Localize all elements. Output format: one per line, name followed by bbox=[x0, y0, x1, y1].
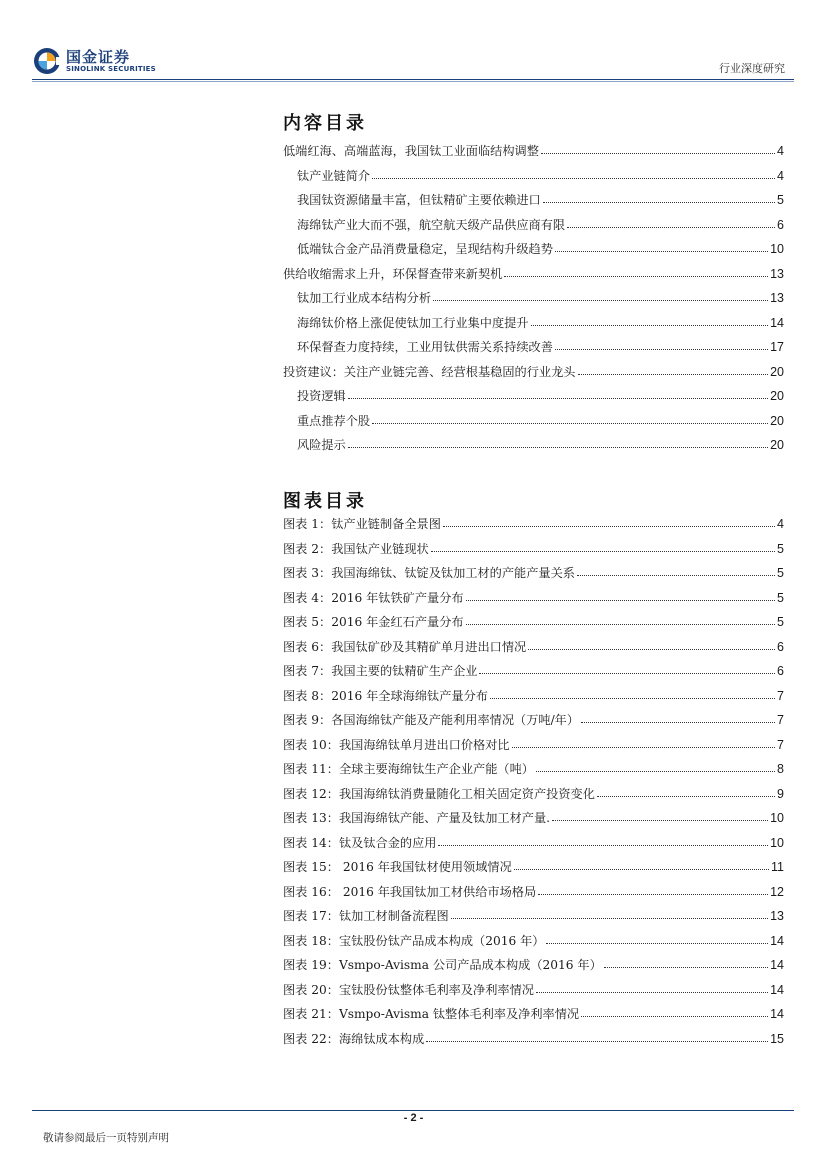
dot-leader bbox=[546, 933, 768, 944]
figure-entry-page: 11 bbox=[771, 860, 784, 874]
figure-entry-label: 图表 20：宝钛股份钛整体毛利率及净利率情况 bbox=[283, 982, 534, 997]
dot-leader bbox=[543, 192, 775, 203]
dot-leader bbox=[555, 241, 768, 252]
dot-leader bbox=[512, 737, 775, 748]
figure-entry-page: 10 bbox=[770, 811, 784, 825]
figure-entry-label: 图表 6：我国钛矿砂及其精矿单月进出口情况 bbox=[283, 639, 527, 654]
dot-leader bbox=[552, 810, 768, 821]
dot-leader bbox=[372, 413, 768, 424]
figure-entry[interactable] bbox=[283, 858, 784, 883]
figure-entry[interactable] bbox=[283, 932, 784, 957]
dot-leader bbox=[443, 516, 775, 527]
toc-entry-label: 钛产业链简介 bbox=[297, 168, 371, 183]
toc-entry-page: 4 bbox=[777, 144, 784, 158]
dot-leader bbox=[466, 614, 775, 625]
figure-entry-page: 8 bbox=[777, 762, 784, 776]
figure-entry[interactable] bbox=[283, 662, 784, 687]
toc-entry-label: 我国钛资源储量丰富，但钛精矿主要依赖进口 bbox=[297, 193, 541, 207]
dot-leader bbox=[451, 908, 768, 919]
toc-entry[interactable] bbox=[283, 436, 784, 461]
dot-leader bbox=[567, 217, 775, 228]
sinolink-logo-icon bbox=[32, 46, 62, 76]
toc-entry[interactable] bbox=[283, 216, 784, 241]
figure-entry-page: 7 bbox=[777, 713, 784, 727]
figure-entry-page: 5 bbox=[777, 541, 784, 556]
dot-leader bbox=[514, 859, 769, 870]
toc-entry[interactable] bbox=[283, 265, 784, 290]
figure-entry-label: 图表 22：海绵钛成本构成 bbox=[283, 1031, 425, 1046]
figure-entry-page: 14 bbox=[770, 958, 784, 972]
figure-entry[interactable] bbox=[283, 515, 784, 540]
toc-entry-page: 13 bbox=[770, 266, 784, 281]
toc-entry-page: 13 bbox=[770, 291, 784, 305]
figure-entry[interactable] bbox=[283, 736, 784, 761]
figure-entry-page: 5 bbox=[777, 615, 784, 629]
header-divider-secondary bbox=[32, 81, 794, 82]
toc-entry[interactable] bbox=[283, 363, 784, 388]
dot-leader bbox=[528, 639, 775, 650]
toc-entry-label: 供给收缩需求上升，环保督查带来新契机 bbox=[283, 266, 503, 281]
logo-chinese-name: 国金证券 bbox=[66, 48, 131, 66]
header-divider bbox=[32, 79, 794, 80]
dot-leader bbox=[479, 663, 775, 674]
toc-entry-label: 环保督查力度持续，工业用钛供需关系持续改善 bbox=[297, 340, 553, 354]
figure-entry[interactable] bbox=[283, 956, 784, 981]
figure-entry-page: 15 bbox=[770, 1031, 784, 1046]
figure-entry[interactable] bbox=[283, 981, 784, 1006]
figure-entry[interactable] bbox=[283, 1005, 784, 1030]
figure-entry-label: 图表 4：2016 年钛铁矿产量分布 bbox=[283, 590, 464, 605]
figure-entry[interactable] bbox=[283, 613, 784, 638]
toc-entry-label: 风险提示 bbox=[297, 438, 346, 452]
figure-entry-page: 9 bbox=[777, 786, 784, 801]
figure-entry-page: 14 bbox=[770, 1007, 784, 1021]
toc-entry-label: 海绵钛产业大而不强，航空航天级产品供应商有限 bbox=[297, 217, 566, 232]
dot-leader bbox=[372, 168, 775, 179]
figure-entry[interactable] bbox=[283, 907, 784, 932]
toc-entry-page: 4 bbox=[777, 168, 784, 183]
dot-leader bbox=[581, 712, 775, 723]
toc-entry-label: 低端钛合金产品消费量稳定，呈现结构升级趋势 bbox=[297, 242, 553, 256]
figure-entry-label: 图表 11：全球主要海绵钛生产企业产能（吨） bbox=[283, 762, 534, 776]
figure-entry-page: 6 bbox=[777, 664, 784, 678]
toc-entry[interactable] bbox=[283, 240, 784, 265]
figure-entry[interactable] bbox=[283, 834, 784, 859]
toc-entry-label: 投资建议：关注产业链完善、经营根基稳固的行业龙头 bbox=[283, 364, 576, 379]
figure-entry[interactable] bbox=[283, 1030, 784, 1055]
toc-entry-label: 投资逻辑 bbox=[297, 389, 346, 403]
dot-leader bbox=[541, 143, 775, 154]
toc-entry[interactable] bbox=[283, 167, 784, 192]
page-header bbox=[0, 0, 827, 82]
footer-divider bbox=[32, 1110, 794, 1111]
figure-entry-page: 10 bbox=[770, 835, 784, 850]
dot-leader bbox=[348, 388, 768, 399]
figure-list bbox=[283, 515, 784, 1054]
dot-leader bbox=[555, 339, 768, 350]
dot-leader bbox=[504, 266, 768, 277]
figure-entry-label: 图表 12：我国海绵钛消费量随化工相关固定资产投资变化 bbox=[283, 786, 595, 801]
toc-entry-page: 20 bbox=[770, 364, 784, 379]
figure-entry-page: 7 bbox=[777, 688, 784, 703]
figure-entry[interactable] bbox=[283, 540, 784, 565]
toc-entry-page: 20 bbox=[770, 438, 784, 452]
company-logo bbox=[32, 46, 156, 78]
toc-entry-page: 14 bbox=[770, 315, 784, 330]
figure-entry-label: 图表 13：我国海绵钛产能、产量及钛加工材产量. bbox=[283, 811, 551, 825]
figure-entry[interactable] bbox=[283, 785, 784, 810]
figure-entry-label: 图表 5：2016 年金红石产量分布 bbox=[283, 615, 464, 629]
figure-entry-label: 图表 14：钛及钛合金的应用 bbox=[283, 835, 437, 850]
figure-entry-page: 4 bbox=[777, 517, 784, 531]
dot-leader bbox=[433, 290, 768, 301]
figure-entry-page: 6 bbox=[777, 639, 784, 654]
page-number: - 2 - bbox=[403, 1112, 424, 1124]
figure-entry-label: 图表 9：各国海绵钛产能及产能利用率情况（万吨/年） bbox=[283, 713, 580, 727]
figure-entry-page: 13 bbox=[770, 909, 784, 923]
toc-entry-page: 10 bbox=[770, 242, 784, 256]
toc-list bbox=[283, 142, 784, 461]
figure-entry-label: 图表 21：Vsmpo-Avisma 钛整体毛利率及净利率情况 bbox=[283, 1007, 580, 1021]
toc-entry-page: 17 bbox=[770, 340, 784, 354]
figure-entry-label: 图表 2：我国钛产业链现状 bbox=[283, 541, 429, 556]
dot-leader bbox=[604, 957, 768, 968]
figure-entry[interactable] bbox=[283, 809, 784, 834]
toc-entry-label: 钛加工行业成本结构分析 bbox=[297, 291, 432, 305]
figure-entry-page: 12 bbox=[770, 884, 784, 899]
figure-entry[interactable] bbox=[283, 687, 784, 712]
figure-entry-label: 图表 17：钛加工材制备流程图 bbox=[283, 909, 449, 923]
figure-entry-label: 图表 15： 2016 年我国钛材使用领域情况 bbox=[283, 860, 512, 874]
dot-leader bbox=[578, 364, 769, 375]
dot-leader bbox=[426, 1031, 768, 1042]
dot-leader bbox=[536, 982, 768, 993]
dot-leader bbox=[577, 565, 775, 576]
figure-entry-label: 图表 16： 2016 年我国钛加工材供给市场格局 bbox=[283, 884, 537, 899]
toc-entry[interactable] bbox=[283, 338, 784, 363]
toc-entry-label: 低端红海、高端蓝海，我国钛工业面临结构调整 bbox=[283, 144, 539, 158]
toc-entry[interactable] bbox=[283, 314, 784, 339]
figure-entry-label: 图表 18：宝钛股份钛产品成本构成（2016 年） bbox=[283, 933, 545, 948]
toc-entry[interactable] bbox=[283, 191, 784, 216]
dot-leader bbox=[438, 835, 768, 846]
toc-entry-page: 5 bbox=[777, 193, 784, 207]
figure-entry[interactable] bbox=[283, 883, 784, 908]
figure-entry-page: 14 bbox=[770, 982, 784, 997]
toc-entry[interactable] bbox=[283, 387, 784, 412]
figure-entry[interactable] bbox=[283, 760, 784, 785]
figure-entry[interactable] bbox=[283, 711, 784, 736]
figure-entry-page: 5 bbox=[777, 590, 784, 605]
dot-leader bbox=[536, 761, 775, 772]
toc-entry-label: 重点推荐个股 bbox=[297, 413, 371, 428]
figure-entry[interactable] bbox=[283, 589, 784, 614]
toc-entry-page: 20 bbox=[770, 389, 784, 403]
toc-entry[interactable] bbox=[283, 142, 784, 167]
figure-list-title: 图表目录 bbox=[283, 491, 367, 512]
figure-entry-page: 5 bbox=[777, 566, 784, 580]
figure-entry-label: 图表 3：我国海绵钛、钛锭及钛加工材的产能产量关系 bbox=[283, 566, 575, 580]
figure-entry-label: 图表 7：我国主要的钛精矿生产企业 bbox=[283, 664, 478, 678]
figure-entry-label: 图表 1：钛产业链制备全景图 bbox=[283, 517, 441, 531]
dot-leader bbox=[531, 315, 769, 326]
toc-entry[interactable] bbox=[283, 412, 784, 437]
toc-entry-page: 20 bbox=[770, 413, 784, 428]
figure-entry-page: 14 bbox=[770, 933, 784, 948]
figure-entry-label: 图表 8：2016 年全球海绵钛产量分布 bbox=[283, 688, 488, 703]
dot-leader bbox=[581, 1006, 768, 1017]
logo-english-name: SINOLINK SECURITIES bbox=[66, 65, 156, 73]
dot-leader bbox=[538, 884, 768, 895]
toc-entry-label: 海绵钛价格上涨促使钛加工行业集中度提升 bbox=[297, 315, 529, 330]
dot-leader bbox=[466, 590, 775, 601]
dot-leader bbox=[431, 541, 775, 552]
toc-entry[interactable] bbox=[283, 289, 784, 314]
toc-entry-page: 6 bbox=[777, 217, 784, 232]
toc-title: 内容目录 bbox=[283, 113, 367, 134]
figure-entry[interactable] bbox=[283, 564, 784, 589]
figure-entry[interactable] bbox=[283, 638, 784, 663]
disclaimer-text: 敬请参阅最后一页特别声明 bbox=[43, 1132, 169, 1144]
figure-entry-label: 图表 19：Vsmpo-Avisma 公司产品成本构成（2016 年） bbox=[283, 958, 602, 972]
figure-entry-page: 7 bbox=[777, 737, 784, 752]
dot-leader bbox=[490, 688, 775, 699]
report-type-label: 行业深度研究 bbox=[719, 62, 785, 75]
figure-entry-label: 图表 10：我国海绵钛单月进出口价格对比 bbox=[283, 737, 510, 752]
dot-leader bbox=[348, 437, 768, 448]
dot-leader bbox=[597, 786, 775, 797]
